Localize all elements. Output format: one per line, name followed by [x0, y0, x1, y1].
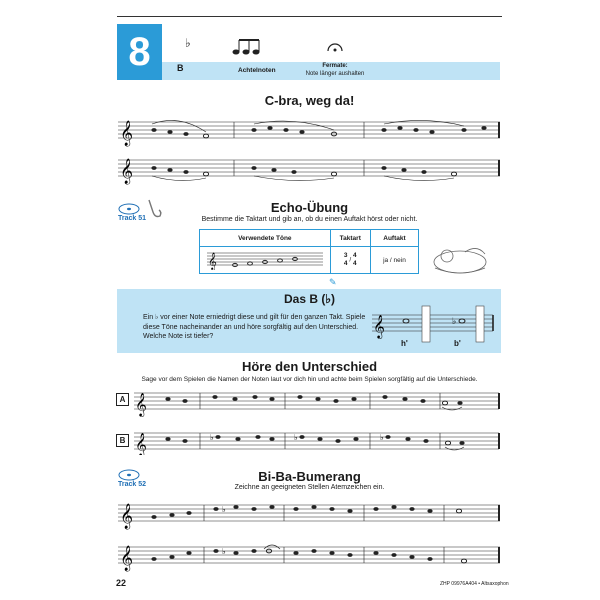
- pencil-icon: ✎: [329, 277, 337, 287]
- header-fermata: [300, 62, 370, 78]
- b-title-flat: ♭: [325, 292, 331, 306]
- col-header-tones: Verwendete Töne: [200, 230, 331, 247]
- time-option-1-top: 3: [343, 252, 348, 259]
- section-title-bumerang: Bi-Ba-Bumerang: [258, 469, 361, 484]
- b-title-text: Das B (: [283, 292, 326, 306]
- score-cbra: [114, 110, 504, 190]
- eighth-notes-icon: [228, 36, 268, 58]
- echo-instruction: Bestimme die Taktart und gib an, ob du einen Auftakt hörst oder nicht.: [201, 216, 418, 223]
- page-number: 22: [116, 578, 127, 588]
- col-header-upbeat: Auftakt: [370, 230, 418, 247]
- svg-text:𝄞: 𝄞: [135, 392, 147, 416]
- svg-text:♭: ♭: [380, 433, 384, 442]
- col-header-time: Taktart: [330, 230, 370, 247]
- svg-text:♭: ♭: [222, 505, 226, 514]
- time-option-1-bottom: 4: [343, 260, 348, 267]
- header-note-name: B: [177, 63, 184, 73]
- row-label-b: B: [116, 434, 129, 447]
- fermata-title: Fermate:: [322, 63, 348, 69]
- time-cell: [330, 247, 370, 274]
- b-title-close: ): [331, 292, 335, 306]
- tones-cell: [200, 247, 331, 274]
- label-b: b': [454, 339, 461, 348]
- score-hoere: [130, 385, 502, 455]
- svg-text:𝄞: 𝄞: [207, 252, 217, 270]
- svg-text:𝄞: 𝄞: [135, 432, 147, 455]
- section-title-echo: Echo-Übung: [270, 200, 349, 215]
- svg-text:♭: ♭: [222, 547, 226, 556]
- fermata-icon: [326, 40, 344, 54]
- section-title-b: [117, 292, 502, 306]
- score-bumerang: [114, 495, 504, 575]
- cartoon-illustration: [425, 238, 495, 278]
- header-rhythm-label: Achtelnoten: [238, 67, 276, 74]
- time-option-2-bottom: 4: [352, 260, 357, 267]
- upbeat-cell: ja / nein: [370, 247, 418, 274]
- svg-text:♭: ♭: [210, 433, 214, 442]
- b-info-text: Ein ♭ vor einer Note erniedrigt diese und gilt für den ganzen Takt. Spiele diese Töne nacheinander an und höre sorgfältig auf den Unterschied. Welche Note ist tiefer?: [143, 314, 366, 340]
- label-h: h': [401, 339, 408, 348]
- svg-text:𝄞: 𝄞: [120, 546, 134, 571]
- row-label-a: A: [116, 393, 129, 406]
- chapter-number: 8: [117, 24, 162, 80]
- svg-text:𝄞: 𝄞: [120, 121, 134, 146]
- bumerang-instruction: Zeichne an geeigneten Stellen Atemzeichen ein.: [234, 484, 385, 491]
- hoere-instruction: Sage vor dem Spielen die Namen der Noten laut vor dich hin und achte beim Spielen sorgfältig auf die Unterschiede.: [141, 376, 478, 383]
- echo-table: [199, 229, 419, 274]
- svg-text:𝄞: 𝄞: [120, 504, 134, 529]
- svg-text:𝄞: 𝄞: [120, 159, 134, 184]
- svg-text:𝄞: 𝄞: [373, 314, 385, 338]
- time-separator: /: [349, 256, 352, 264]
- b-comparison-staff: [370, 305, 495, 345]
- section-title-hoere: Höre den Unterschied: [241, 359, 378, 374]
- footer-text: ZHP 09976A404 • Altsaxophon: [440, 581, 509, 587]
- tones-staff: [205, 248, 325, 270]
- track-52-label: Track 52: [118, 481, 147, 488]
- flat-symbol-icon: ♭: [185, 36, 191, 50]
- track-51-label: Track 51: [118, 215, 147, 222]
- svg-text:♭: ♭: [294, 433, 298, 442]
- svg-text:♭: ♭: [452, 316, 457, 326]
- section-title-cbra: C-bra, weg da!: [264, 93, 355, 108]
- fermata-description: Note länger aushalten: [305, 71, 365, 77]
- top-rule: [117, 16, 502, 17]
- time-option-2-top: 4: [352, 252, 357, 259]
